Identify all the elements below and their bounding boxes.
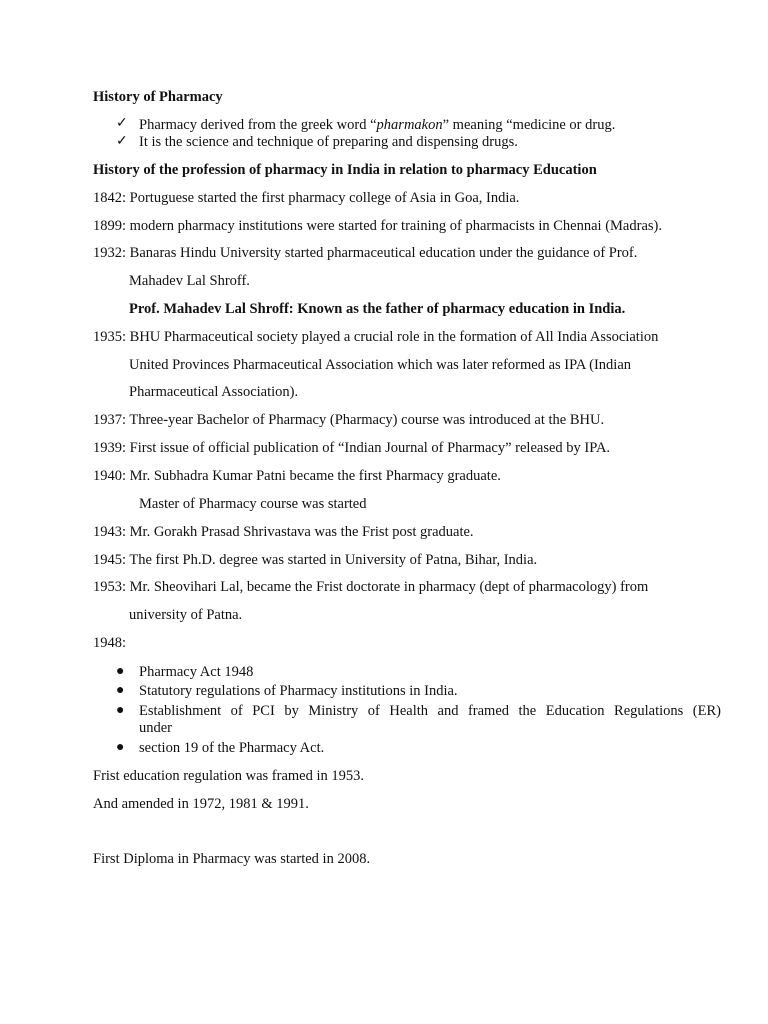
timeline-entry-1948: 1948:: [93, 635, 127, 651]
list-item-pci-establishment: Establishment of PCI by Ministry of Health and framed the Education Regulations (ER): [139, 703, 721, 719]
intro-point-1-after: ” meaning “medicine or drug.: [442, 117, 616, 133]
bullet-icon: ●: [116, 703, 125, 718]
timeline-entry-1899: 1899: modern pharmacy institutions were started for training of pharmacists in Chennai (Madras).: [93, 218, 662, 234]
profession-heading: History of the profession of pharmacy in India in relation to pharmacy Education: [93, 162, 597, 178]
bullet-icon: ●: [116, 683, 125, 698]
list-item-pharmacy-act: Pharmacy Act 1948: [139, 664, 254, 680]
intro-point-1-emphasis: pharmakon: [376, 117, 443, 133]
timeline-entry-1953: 1953: Mr. Sheovihari Lal, became the Frist doctorate in pharmacy (dept of pharmacology) from: [93, 579, 649, 595]
closing-line-3: First Diploma in Pharmacy was started in 2008.: [93, 851, 371, 867]
timeline-entry-1932-cont: Mahadev Lal Shroff.: [129, 273, 250, 289]
timeline-entry-1939: 1939: First issue of official publication of “Indian Journal of Pharmacy” released by IPA.: [93, 440, 611, 456]
list-item-pci-establishment-cont: under: [139, 720, 173, 736]
intro-point-2: It is the science and technique of preparing and dispensing drugs.: [139, 134, 518, 150]
timeline-entry-1945: 1945: The first Ph.D. degree was started in University of Patna, Bihar, India.: [93, 552, 538, 568]
document-title: History of Pharmacy: [93, 89, 223, 105]
timeline-entry-1940: 1940: Mr. Subhadra Kumar Patni became the first Pharmacy graduate.: [93, 468, 501, 484]
bullet-icon: ●: [116, 740, 125, 755]
list-item-statutory-regulations: Statutory regulations of Pharmacy institutions in India.: [139, 683, 458, 699]
timeline-entry-1943: 1943: Mr. Gorakh Prasad Shrivastava was the Frist post graduate.: [93, 524, 474, 540]
timeline-entry-1842: 1842: Portuguese started the first pharmacy college of Asia in Goa, India.: [93, 190, 520, 206]
bullet-icon: ●: [116, 664, 125, 679]
list-item-section-19: section 19 of the Pharmacy Act.: [139, 740, 325, 756]
intro-point-1-before: Pharmacy derived from the greek word “: [139, 117, 377, 133]
timeline-entry-1953-cont: university of Patna.: [129, 607, 243, 623]
checkmark-icon: ✓: [116, 116, 128, 131]
closing-line-1: Frist education regulation was framed in 1953.: [93, 768, 365, 784]
checkmark-icon: ✓: [116, 134, 128, 149]
timeline-entry-1935-cont-1: United Provinces Pharmaceutical Association which was later reformed as IPA (Indian: [129, 357, 631, 373]
timeline-entry-1932: 1932: Banaras Hindu University started pharmaceutical education under the guidance of Prof.: [93, 245, 638, 261]
timeline-note-shroff: Prof. Mahadev Lal Shroff: Known as the father of pharmacy education in India.: [129, 301, 626, 317]
intro-point-1: [139, 116, 615, 134]
timeline-entry-1935: 1935: BHU Pharmaceutical society played a crucial role in the formation of All India Association: [93, 329, 659, 345]
closing-line-2: And amended in 1972, 1981 & 1991.: [93, 796, 309, 812]
timeline-entry-1935-cont-2: Pharmaceutical Association).: [129, 384, 299, 400]
timeline-entry-1940-cont: Master of Pharmacy course was started: [139, 496, 367, 512]
timeline-entry-1937: 1937: Three-year Bachelor of Pharmacy (Pharmacy) course was introduced at the BHU.: [93, 412, 605, 428]
